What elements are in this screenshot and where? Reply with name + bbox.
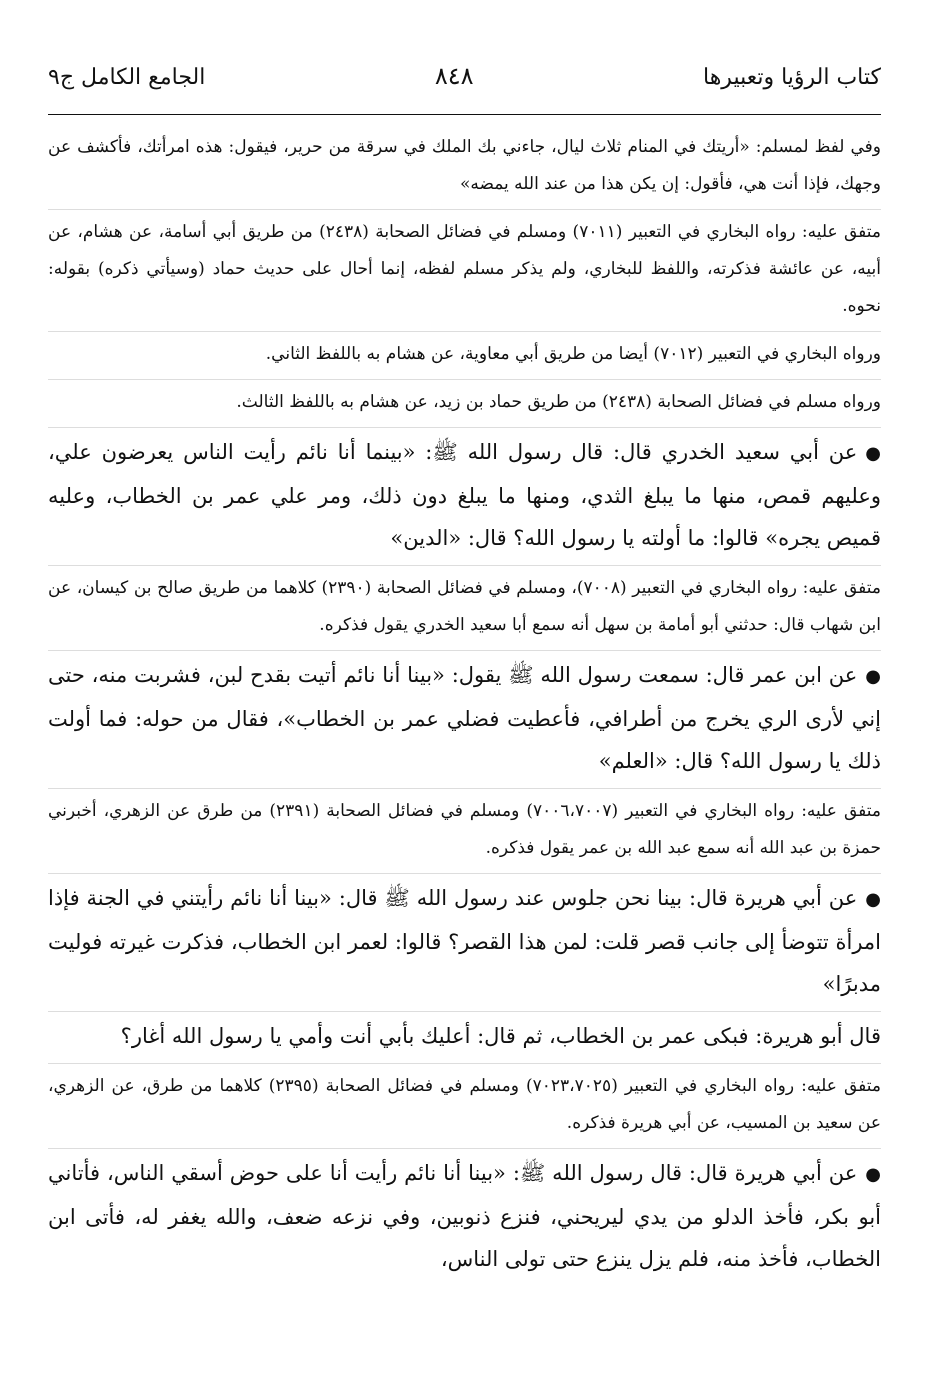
paragraph-text: وفي لفظ لمسلم: «أريتك في المنام ثلاث ليال، جاءني بك الملك في سرقة من حرير، فيقول: هذه امرأتك، فأكشف عن وجهك، فإذا أنت هي، فأقول: إن يكن هذا من عند الله يمضه» [48, 137, 881, 194]
page-header [48, 62, 881, 106]
page-body [48, 125, 881, 1286]
paragraph-text: متفق عليه: رواه البخاري في التعبير (٧٠٠٦،٧٠٠٧) ومسلم في فضائل الصحابة (٢٣٩١) من طرق عن الزهري، أخبرني حمزة بن عبد الله أنه سمع عبد الله بن عمر يقول فذكره. [48, 801, 881, 858]
hadith-paragraph [48, 428, 881, 565]
takhrij-note [48, 380, 881, 427]
takhrij-note [48, 332, 881, 379]
page-number: ٨٤٨ [434, 62, 474, 90]
takhrij-note [48, 789, 881, 873]
paragraph-text: عن أبي سعيد الخدري قال: قال رسول الله ﷺ: «بينما أنا نائم رأيت الناس يعرضون علي، وعليهم قمص، منها ما يبلغ الثدي، ومنها ما يبلغ دون ذلك، ومر علي عمر بن الخطاب، وعليه قميص يجره» قالوا: ما أولته يا رسول الله؟ قال: «الدين» [48, 440, 881, 550]
paragraph-text: ورواه البخاري في التعبير (٧٠١٢) أيضا من طريق أبي معاوية، عن هشام به باللفظ الثاني. [265, 344, 881, 364]
book-page [48, 62, 881, 1353]
takhrij-note [48, 210, 881, 331]
bullet-icon: ● [865, 443, 881, 464]
takhrij-note [48, 1064, 881, 1148]
paragraph-text: ورواه مسلم في فضائل الصحابة (٢٤٣٨) من طريق حماد بن زيد، عن هشام به باللفظ الثالث. [236, 392, 881, 412]
bullet-icon: ● [865, 1164, 881, 1185]
takhrij-note [48, 566, 881, 650]
header-rule [48, 114, 881, 115]
paragraph-text: قال أبو هريرة: فبكى عمر بن الخطاب، ثم قال: أعليك بأبي أنت وأمي يا رسول الله أغار؟ [120, 1024, 881, 1048]
hadith-paragraph [48, 874, 881, 1011]
book-title: الجامع الكامل ج٩ [48, 65, 206, 90]
paragraph-text: متفق عليه: رواه البخاري في التعبير (٧٠٢٣،٧٠٢٥) ومسلم في فضائل الصحابة (٢٣٩٥) كلاهما من طرق، عن الزهري، عن سعيد بن المسيب، عن أبي هريرة فذكره. [48, 1076, 881, 1133]
bullet-icon: ● [865, 666, 881, 687]
paragraph-text: متفق عليه: رواه البخاري في التعبير (٧٠٠٨)، ومسلم في فضائل الصحابة (٢٣٩٠) كلاهما من طريق صالح بن كيسان، عن ابن شهاب قال: حدثني أبو أمامة بن سهل أنه سمع أبا سعيد الخدري يقول فذكره. [48, 578, 881, 635]
hadith-paragraph [48, 1149, 881, 1286]
paragraph-text: عن أبي هريرة قال: قال رسول الله ﷺ: «بينا أنا نائم رأيت أنا على حوض أسقي الناس، فأتاني أبو بكر، فأخذ الدلو من يدي ليريحني، فنزع ذنوبين، وفي نزعه ضعف، والله يغفر له، فأتى ابن الخطاب، فأخذ منه، فلم يزل ينزع حتى تولى الناس، [48, 1161, 881, 1271]
paragraph-text: عن أبي هريرة قال: بينا نحن جلوس عند رسول الله ﷺ قال: «بينا أنا نائم رأيتني في الجنة فإذا امرأة تتوضأ إلى جانب قصر قلت: لمن هذا القصر؟ قالوا: لعمر ابن الخطاب، فذكرت غيرته فوليت مدبرًا» [48, 886, 881, 996]
paragraph-text: متفق عليه: رواه البخاري في التعبير (٧٠١١) ومسلم في فضائل الصحابة (٢٤٣٨) من طريق أبي أسامة، عن هشام، عن أبيه، عن عائشة فذكرته، واللفظ للبخاري، ولم يذكر مسلم لفظه، إنما أحال على حديث حماد (وسيأتي ذكره) بقوله: نحوه. [48, 222, 881, 316]
bullet-icon: ● [865, 889, 881, 910]
hadith-paragraph [48, 1012, 881, 1063]
chapter-title: كتاب الرؤيا وتعبيرها [703, 65, 881, 90]
hadith-paragraph [48, 651, 881, 788]
takhrij-note [48, 125, 881, 209]
paragraph-text: عن ابن عمر قال: سمعت رسول الله ﷺ يقول: «بينا أنا نائم أتيت بقدح لبن، فشربت منه، حتى إني لأرى الري يخرج من أطرافي، فأعطيت فضلي عمر بن الخطاب»، فقال من حوله: فما أولت ذلك يا رسول الله؟ قال: «العلم» [48, 663, 881, 773]
